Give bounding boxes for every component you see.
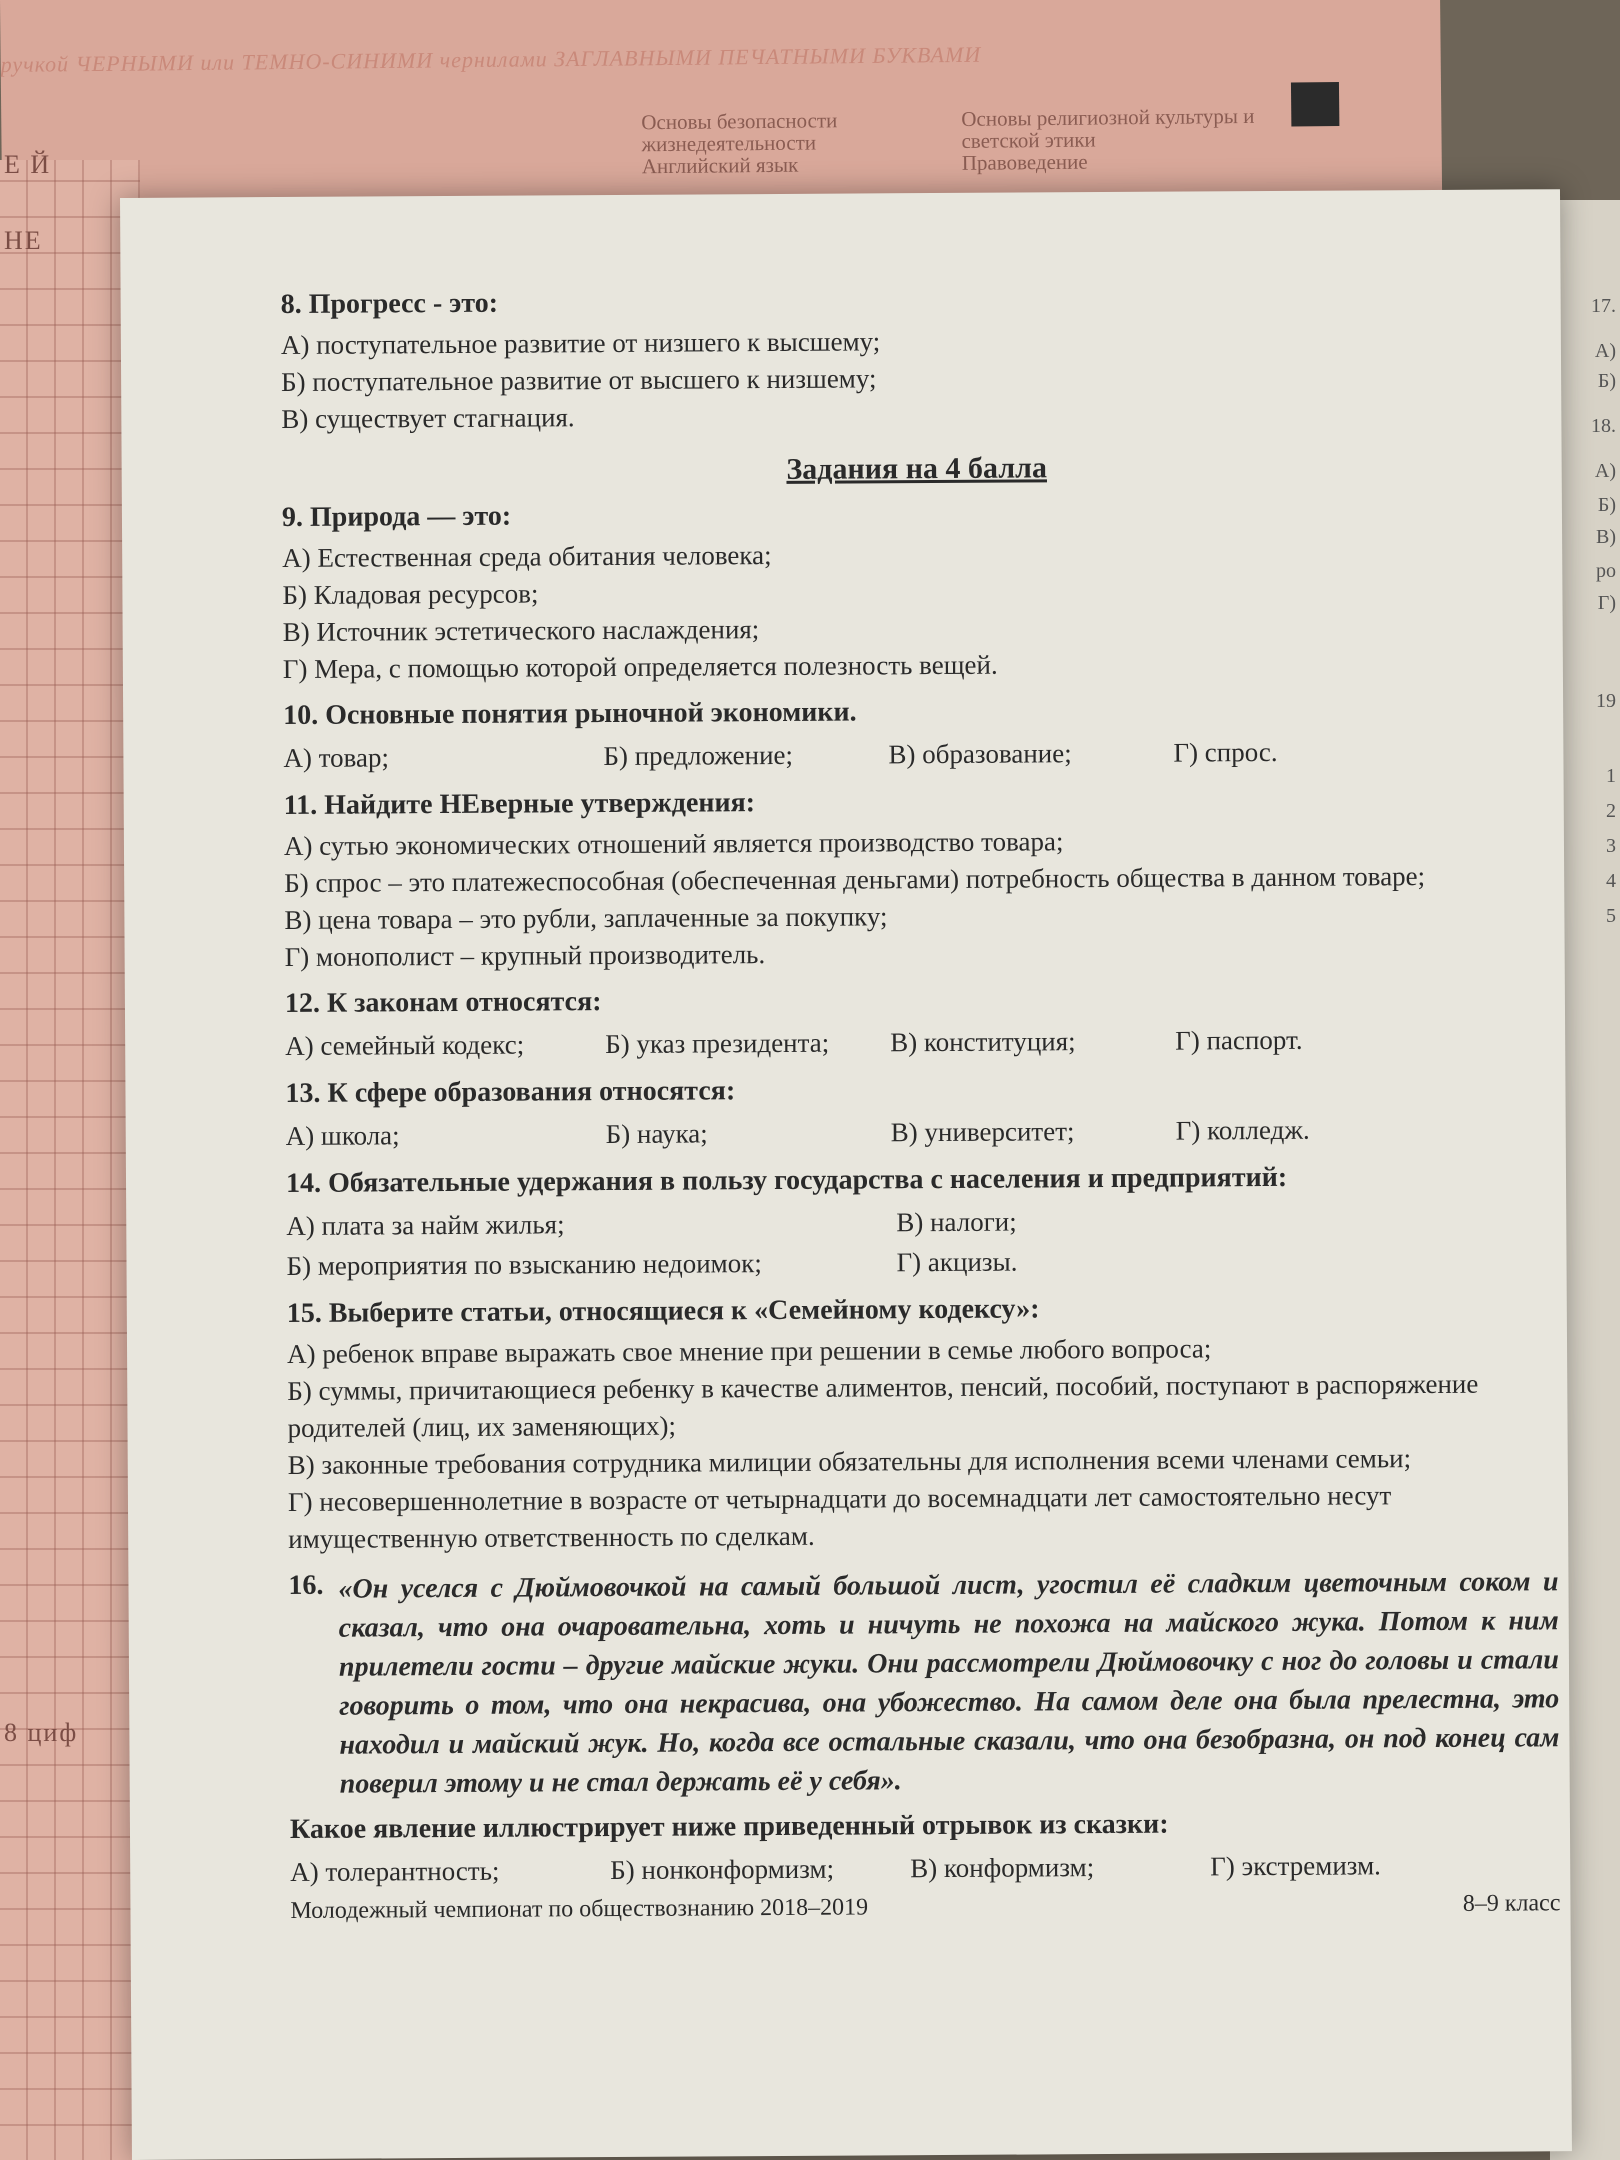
- next-page-text: А): [1594, 460, 1616, 482]
- form-label-ey: Е Й: [4, 150, 52, 179]
- question-8-option: Б) поступательное развитие от высшего к низшему;: [281, 363, 877, 398]
- subject-obzh: Основы безопасности жизнедеятельности: [641, 108, 838, 157]
- question-15-option: А) ребенок вправе выражать свое мнение при решении в семье любого вопроса;: [286, 1333, 1212, 1370]
- question-14-option: Г) акцизы.: [896, 1246, 1018, 1278]
- question-16-option: А) толерантность;: [290, 1855, 500, 1887]
- subject-orkse: Основы религиозной культуры и светской этики: [961, 103, 1255, 153]
- question-10-option: Г) спрос.: [1173, 736, 1278, 768]
- next-page-text: 17.: [1591, 295, 1616, 317]
- next-page-text: Г): [1597, 592, 1616, 614]
- question-12-title: 12. К законам относятся:: [284, 986, 602, 1020]
- question-16-option: Г) экстремизм.: [1210, 1850, 1381, 1882]
- form-label-ne: НЕ: [4, 226, 43, 255]
- question-16-block: [288, 1562, 1559, 1804]
- sheet-content: [280, 269, 1560, 1925]
- test-sheet: [120, 189, 1572, 2160]
- footer-championship: Молодежный чемпионат по обществознанию 2018–2019: [290, 1894, 869, 1924]
- question-15-title: 15. Выберите статьи, относящиеся к «Семейному кодексу»:: [286, 1293, 1040, 1330]
- question-12-option: Г) паспорт.: [1175, 1024, 1303, 1056]
- next-page-text: Б): [1597, 370, 1616, 392]
- question-15-option: Б) суммы, причитающиеся ребенку в качестве алиментов, пенсий, пособий, поступают в распоряжение родителей (лиц, их заменяющих);: [287, 1368, 1479, 1443]
- question-12-option: Б) указ президента;: [605, 1027, 830, 1060]
- subject-column-2: [961, 105, 1272, 198]
- next-page-text: 3: [1606, 835, 1616, 857]
- question-16-option: В) конформизм;: [910, 1852, 1095, 1884]
- question-16-options: [290, 1844, 1560, 1892]
- question-14-title: 14. Обязательные удержания в пользу государства с населения и предприятий:: [285, 1161, 1288, 1200]
- form-marker-square: [1291, 82, 1339, 127]
- subject-law: Правоведение: [961, 149, 1088, 175]
- question-11-option: А) сутью экономических отношений является производство товара;: [283, 826, 1064, 862]
- next-page-text: 1: [1606, 765, 1616, 787]
- sheet-footer: [290, 1890, 1560, 1925]
- question-12-option: В) конституция;: [890, 1026, 1076, 1058]
- question-13-option: А) школа;: [285, 1120, 400, 1152]
- question-15-option: В) законные требования сотрудника милиции обязательны для исполнения всеми членами семьи;: [287, 1443, 1412, 1480]
- question-13-option: В) университет;: [890, 1116, 1075, 1148]
- question-14-options-row-2: [286, 1238, 1556, 1286]
- question-8-title: 8. Прогресс - это:: [280, 287, 499, 321]
- question-11-option: Б) спрос – это платежеспособная (обеспеченная деньгами) потребность общества в данном товаре;: [284, 861, 1426, 899]
- next-page-text: А): [1594, 340, 1616, 362]
- form-left-grid: [0, 150, 140, 2160]
- question-10-option: Б) предложение;: [603, 739, 794, 772]
- next-page-text: 2: [1606, 800, 1616, 822]
- question-12-options: [285, 1018, 1555, 1066]
- question-9-title: 9. Природа — это:: [281, 500, 512, 534]
- question-16-option: Б) нонконформизм;: [610, 1853, 835, 1886]
- question-11-option: В) цена товара – это рубли, заплаченные за покупку;: [284, 901, 888, 936]
- question-11-title: 11. Найдите НЕверные утверждения:: [283, 787, 756, 822]
- next-page-text: 19: [1596, 690, 1616, 712]
- question-10-option: А) товар;: [283, 742, 390, 774]
- question-13-options: [286, 1108, 1556, 1156]
- question-16-question: Какое явление иллюстрирует ниже приведенный отрывок из сказки:: [289, 1808, 1169, 1845]
- next-page-text: 18.: [1591, 415, 1616, 437]
- question-15-option: Г) несовершеннолетние в возрасте от четырнадцати до восемнадцати лет самостоятельно несут имущественную ответственность по сделкам.: [287, 1480, 1392, 1554]
- question-10-options: [283, 730, 1553, 778]
- question-9-option: А) Естественная среда обитания человека;: [282, 540, 772, 574]
- question-8-option: В) существует стагнация.: [281, 402, 575, 435]
- next-page-text: В): [1596, 526, 1616, 548]
- question-8-option: А) поступательное развитие от низшего к высшему;: [280, 326, 881, 361]
- next-page-text: ро: [1596, 560, 1616, 582]
- question-13-option: Б) наука;: [605, 1118, 708, 1150]
- question-14-option: А) плата за найм жилья;: [286, 1209, 565, 1242]
- question-16-quote: «Он уселся с Дюймовочкой на самый большой лист, угостил её сладким цветочным соком и сказал, что она очаровательна, хоть и ничуть не похожа на майского жука. Потом к ним прилетели гости – другие майские жуки. Они рассмотрели Дюймовочку с ног до головы и стали говорить о том, что она некрасива, она убожество. На самом деле она была прелестна, это находил и майский жук. Но, когда все остальные сказали, что она безобразна, он под конец сам поверил этому и не стал держать её у себя».: [338, 1566, 1560, 1800]
- next-page-text: 5: [1606, 905, 1616, 927]
- question-10-option: В) образование;: [888, 738, 1072, 770]
- next-page-text: Б): [1597, 494, 1616, 516]
- question-11-option: Г) монополист – крупный производитель.: [284, 939, 766, 973]
- question-10-title: 10. Основные понятия рыночной экономики.: [283, 696, 857, 732]
- section-header: Задания на 4 балла: [786, 451, 1048, 486]
- question-16-number: 16.: [288, 1569, 324, 1601]
- question-14-option: Б) мероприятия по взысканию недоимок;: [286, 1248, 762, 1282]
- question-9-option: Г) Мера, с помощью которой определяется полезность вещей.: [282, 649, 998, 685]
- subject-column-1: [641, 108, 952, 201]
- subject-english: Английский язык: [641, 152, 799, 179]
- question-9-option: Б) Кладовая ресурсов;: [282, 578, 539, 611]
- question-14-option: В) налоги;: [896, 1206, 1017, 1238]
- question-13-title: 13. К сфере образования относятся:: [285, 1075, 736, 1110]
- question-9-option: В) Источник эстетического наслаждения;: [282, 614, 760, 648]
- form-label-digits: 8 циф: [4, 1718, 79, 1747]
- question-12-option: А) семейный кодекс;: [285, 1029, 525, 1062]
- next-page-text: 4: [1606, 870, 1616, 892]
- question-13-option: Г) колледж.: [1175, 1114, 1310, 1146]
- footer-grade: 8–9 класс: [1462, 1890, 1561, 1917]
- form-instruction-banner: ручкой ЧЕРНЫМИ или ТЕМНО-СИНИМИ чернилами ЗАГЛАВНЫМИ ПЕЧАТНЫМИ БУКВАМИ: [0, 41, 982, 77]
